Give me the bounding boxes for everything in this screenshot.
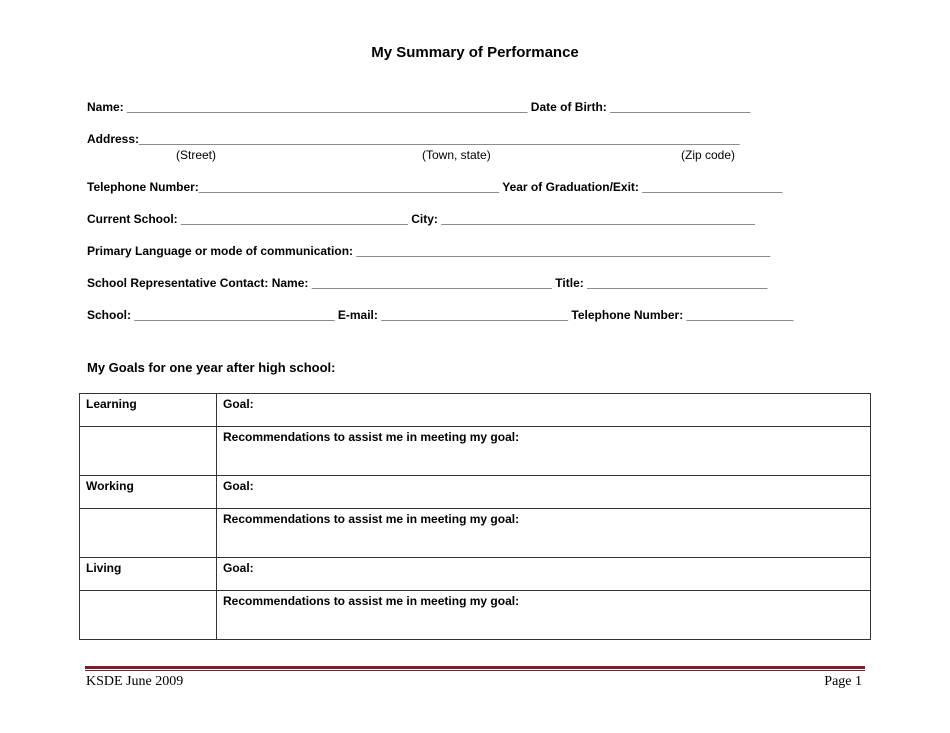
table-row — [80, 476, 871, 509]
goals-heading: My Goals for one year after high school: — [87, 360, 336, 375]
school-representative-line[interactable]: School Representative Contact: Name: ____________________________________ Title: ___________________________ — [87, 276, 768, 290]
empty-cell — [80, 509, 217, 558]
address-street-caption: (Street) — [176, 148, 217, 162]
footer-left-text: KSDE June 2009 — [86, 674, 184, 689]
telephone-graduation-line[interactable]: Telephone Number:_____________________________________________ Year of Graduation/Exit: _____________________ — [87, 180, 783, 194]
page-title: My Summary of Performance — [371, 44, 579, 61]
recommendations-cell[interactable]: Recommendations to assist me in meeting my goal: — [217, 509, 871, 558]
table-row — [80, 591, 871, 640]
name-dob-line[interactable]: Name: ____________________________________________________________ Date of Birth: _____________________ — [87, 100, 751, 114]
table-row — [80, 558, 871, 591]
school-city-line[interactable]: Current School: __________________________________ City: _______________________________________________ — [87, 212, 755, 226]
table-row — [80, 509, 871, 558]
primary-language-line[interactable]: Primary Language or mode of communication: ______________________________________________________________ — [87, 244, 771, 258]
page-number: Page 1 — [824, 674, 862, 689]
empty-cell — [80, 427, 217, 476]
category-living: Living — [80, 558, 217, 591]
school-email-phone-line[interactable]: School: ______________________________ E-mail: ____________________________ Telephone Number: ________________ — [87, 308, 794, 322]
category-learning: Learning — [80, 394, 217, 427]
goals-table — [79, 393, 871, 640]
address-zip-caption: (Zip code) — [681, 148, 736, 162]
empty-cell — [80, 591, 217, 640]
table-row — [80, 394, 871, 427]
goal-cell[interactable]: Goal: — [217, 394, 871, 427]
address-line[interactable]: Address:__________________________________________________________________________________________ — [87, 132, 740, 146]
table-row — [80, 427, 871, 476]
recommendations-cell[interactable]: Recommendations to assist me in meeting my goal: — [217, 427, 871, 476]
goal-cell[interactable]: Goal: — [217, 558, 871, 591]
recommendations-cell[interactable]: Recommendations to assist me in meeting my goal: — [217, 591, 871, 640]
footer-rule-thin — [85, 670, 865, 671]
footer-rule — [85, 666, 865, 669]
goal-cell[interactable]: Goal: — [217, 476, 871, 509]
category-working: Working — [80, 476, 217, 509]
address-town-state-caption: (Town, state) — [422, 148, 491, 162]
